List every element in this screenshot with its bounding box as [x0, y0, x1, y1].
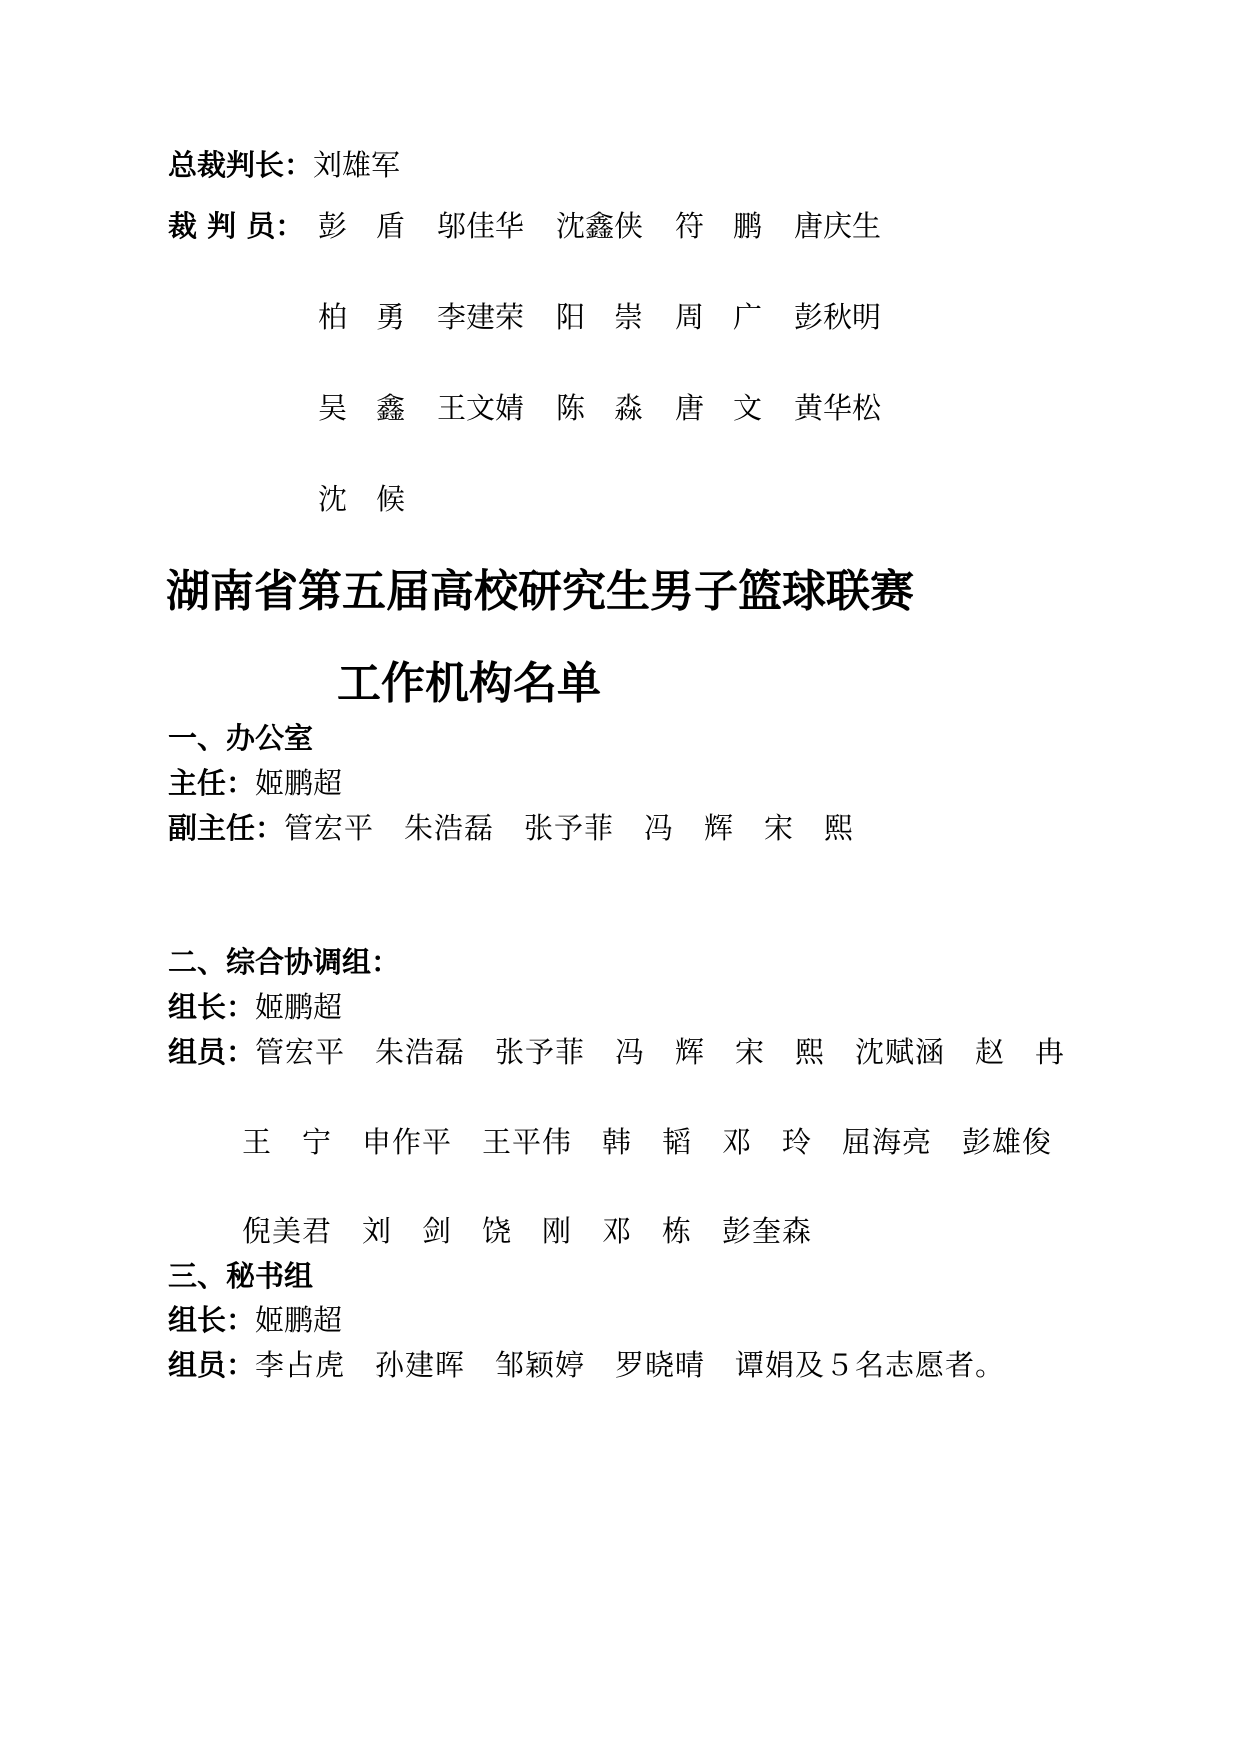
coordination-members-row-1: 管宏平 朱浩磊 张予菲 冯 辉 宋 熙 沈赋涵 赵 冉 — [255, 1035, 1066, 1069]
referee-name: 阳 崇 — [556, 300, 644, 334]
referee-name: 黄华松 — [794, 391, 882, 425]
secretariat-members: 李占虎 孙建晖 邹颖婷 罗晓晴 谭娟及５名志愿者。 — [255, 1348, 1006, 1382]
referee-name: 唐庆生 — [794, 209, 882, 243]
chief-referee-line — [168, 147, 400, 183]
referee-name: 王文婧 — [437, 391, 525, 425]
referee-name: 周 广 — [675, 300, 763, 334]
coordination-members-row-3: 倪美君 刘 剑 饶 刚 邓 栋 彭奎森 — [242, 1214, 813, 1248]
secretariat-members-line — [168, 1347, 1005, 1383]
office-deputy-line — [168, 810, 854, 846]
referee-members-line — [168, 208, 304, 244]
referee-row-1 — [318, 208, 881, 244]
office-director-label: 主任： — [168, 766, 256, 800]
referee-row-3 — [318, 390, 881, 426]
referee-members-label: 裁 判 员： — [168, 209, 305, 243]
referee-name: 沈 候 — [318, 482, 406, 516]
referee-name: 邬佳华 — [437, 209, 525, 243]
office-deputy-names: 管宏平 朱浩磊 张予菲 冯 辉 宋 熙 — [284, 811, 855, 845]
document-title-line-2: 工作机构名单 — [337, 658, 601, 709]
coordination-leader-name: 姬鹏超 — [255, 990, 343, 1024]
section-secretariat-heading: 三、秘书组 — [168, 1259, 314, 1293]
referee-row-2 — [318, 299, 881, 335]
referee-name: 唐 文 — [675, 391, 763, 425]
office-director-name: 姬鹏超 — [255, 766, 343, 800]
section-coordination-heading: 二、综合协调组： — [168, 945, 401, 979]
office-director-line — [168, 765, 342, 801]
office-deputy-label: 副主任： — [168, 811, 285, 845]
referee-name: 彭秋明 — [794, 300, 882, 334]
referee-name: 彭 盾 — [318, 209, 406, 243]
document-title-line-1: 湖南省第五届高校研究生男子篮球联赛 — [166, 566, 914, 617]
secretariat-leader-line — [168, 1302, 342, 1338]
referee-name: 吴 鑫 — [318, 391, 406, 425]
secretariat-leader-label: 组长： — [168, 1303, 256, 1337]
coordination-leader-label: 组长： — [168, 990, 256, 1024]
coordination-leader-line — [168, 989, 342, 1025]
coordination-members-label: 组员： — [168, 1035, 256, 1069]
coordination-members-row-2: 王 宁 申作平 王平伟 韩 韬 邓 玲 屈海亮 彭雄俊 — [242, 1125, 1053, 1159]
referee-name: 李建荣 — [437, 300, 525, 334]
referee-name: 符 鹏 — [675, 209, 763, 243]
coordination-members-line — [168, 1034, 1065, 1070]
chief-referee-label: 总裁判长： — [168, 148, 314, 182]
referee-row-4 — [318, 481, 405, 517]
chief-referee-name: 刘雄军 — [313, 148, 401, 182]
secretariat-members-label: 组员： — [168, 1348, 256, 1382]
referee-name: 柏 勇 — [318, 300, 406, 334]
secretariat-leader-name: 姬鹏超 — [255, 1303, 343, 1337]
referee-name: 沈鑫侠 — [556, 209, 644, 243]
referee-name: 陈 淼 — [556, 391, 644, 425]
section-office-heading: 一、办公室 — [168, 721, 314, 755]
